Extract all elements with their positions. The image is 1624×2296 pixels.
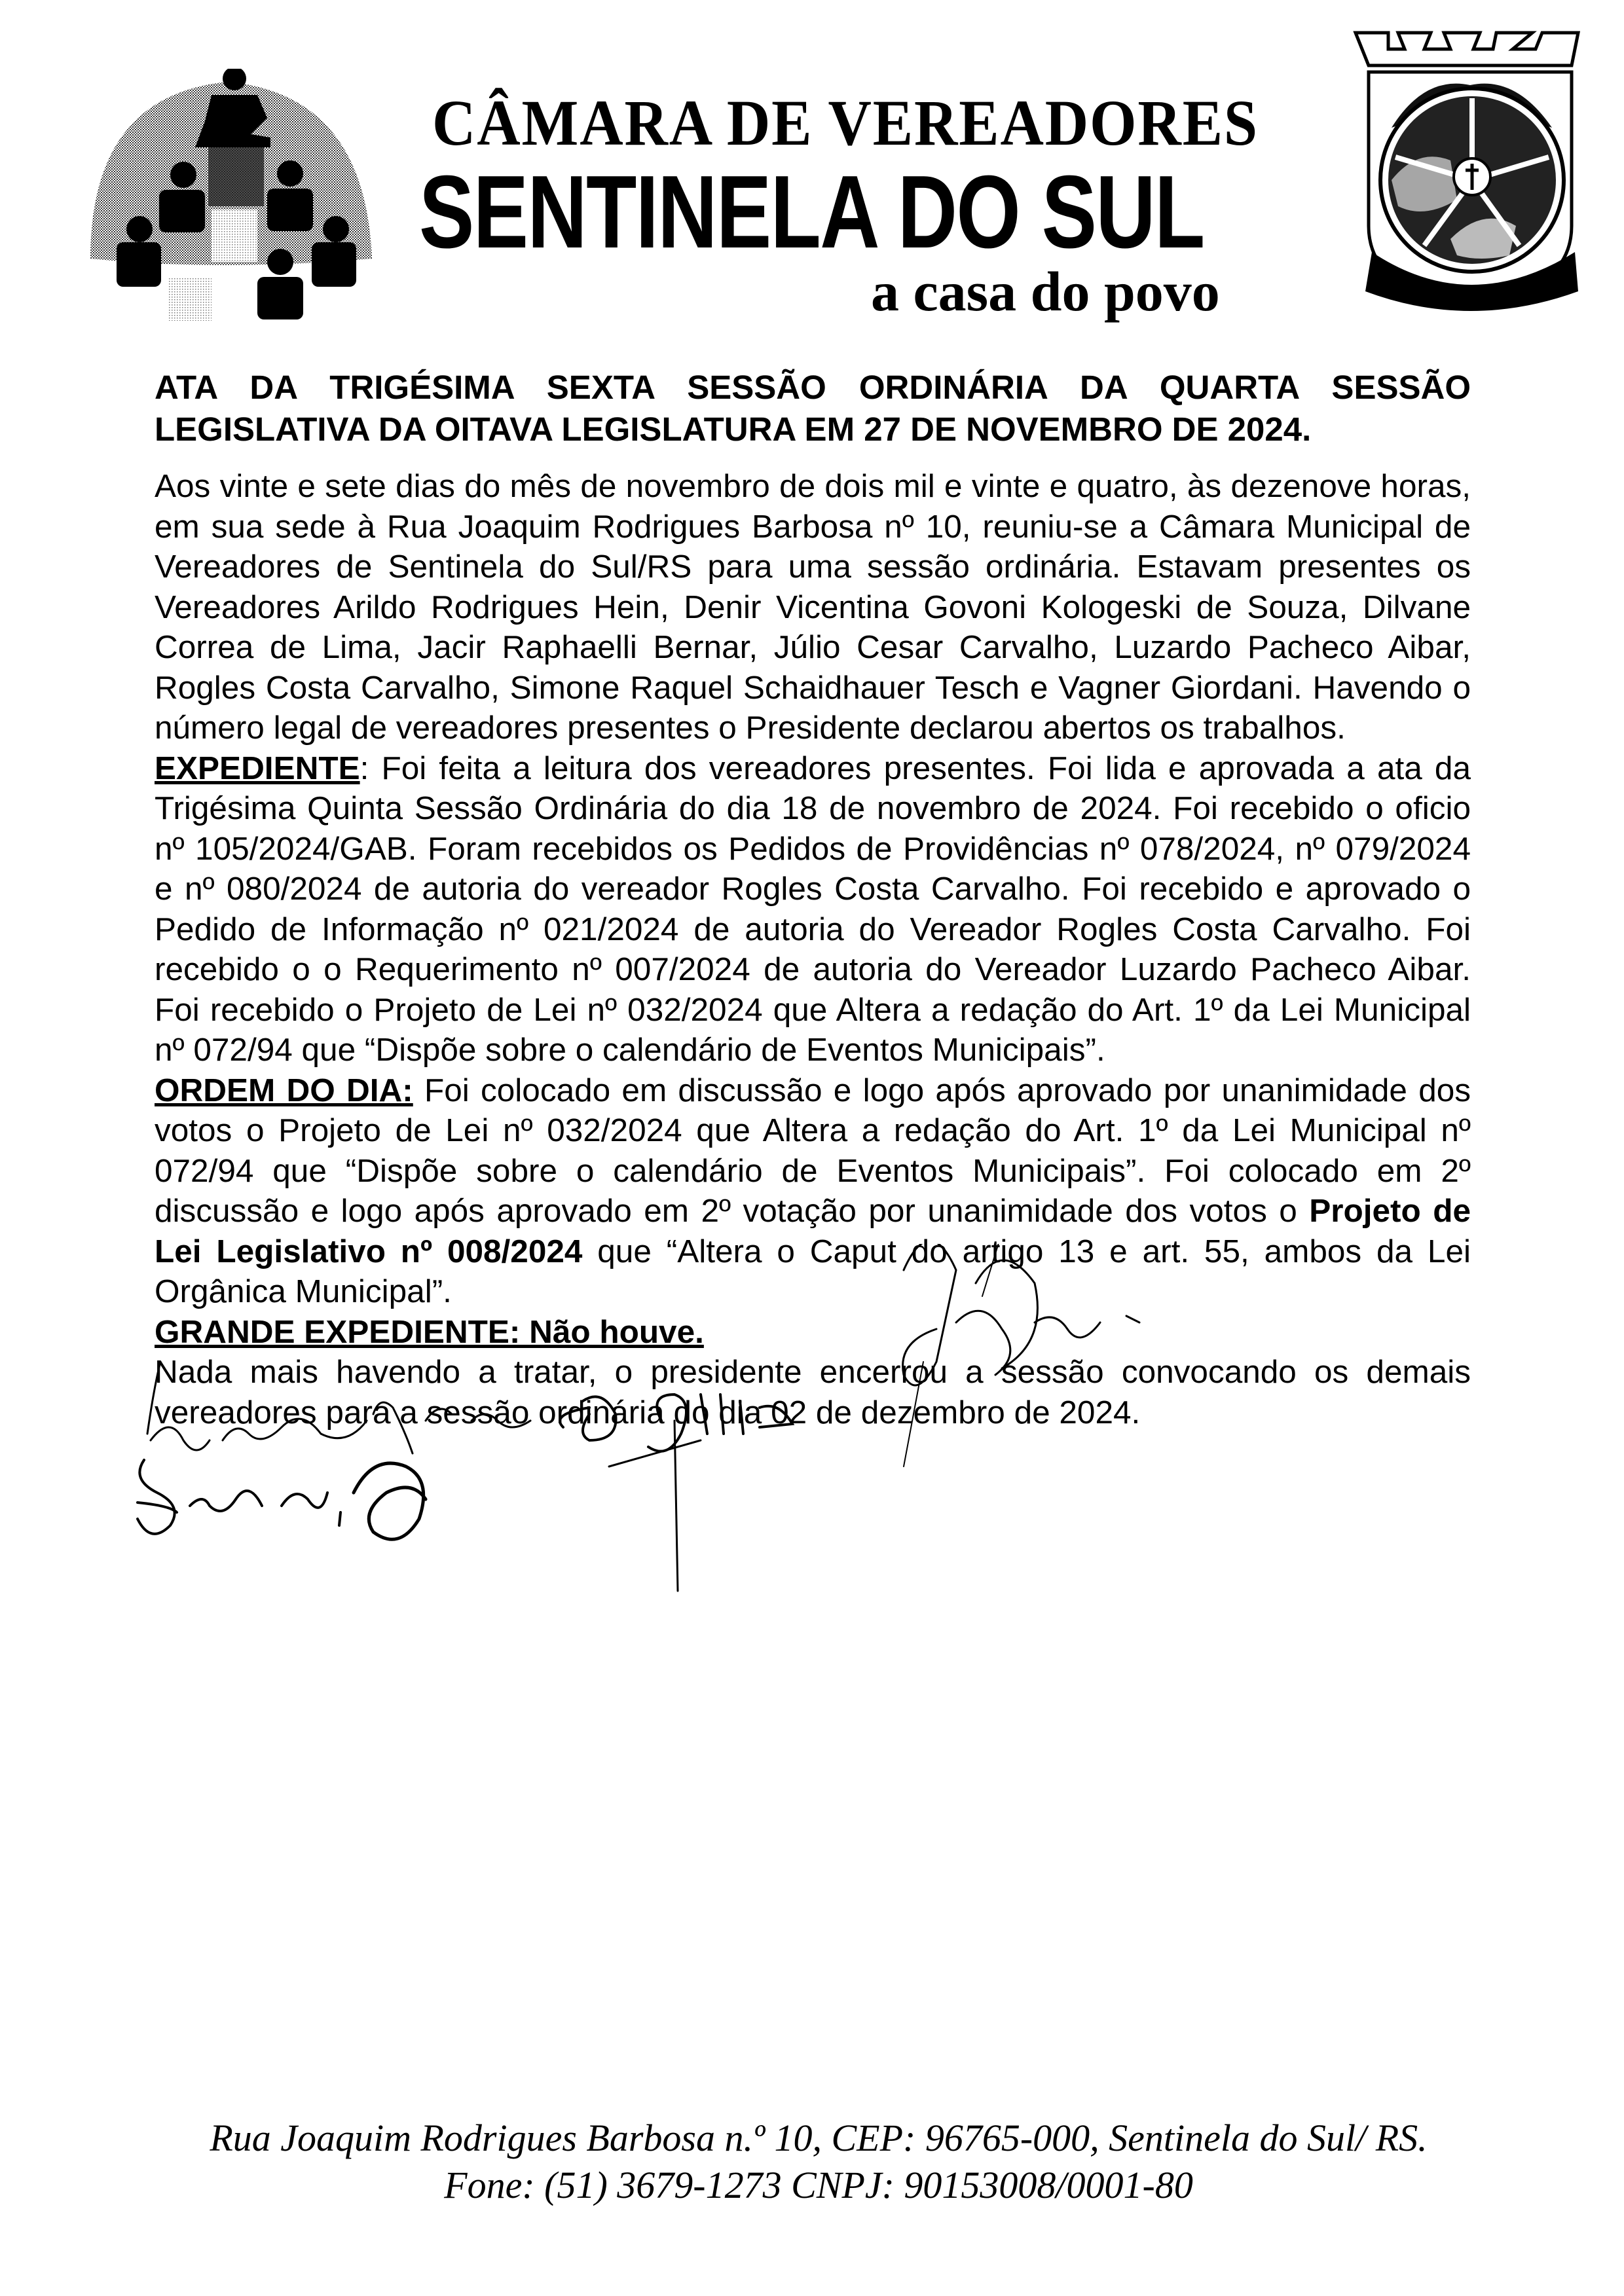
opening-paragraph: Aos vinte e sete dias do mês de novembro de dois mil e vinte e quatro, às dezenove horas, em sua sede à Rua Joaquim Rodrigues Barbosa nº 10, reuniu-se a Câmara Municipal de Vereadores de Sentinela do Sul/RS para uma sessão ordinária. Estavam presentes os Vereadores Arildo Rodrigues Hein, Denir Vicentina Govoni Kologeski de Souza, Dilvane Correa de Lima, Jacir Raphaelli Bernar, Júlio Cesar Carvalho, Luzardo Pacheco Aibar, Rogles Costa Carvalho, Simone Raquel Schaidhauer Tesch e Vagner Giordani. Havendo o número legal de vereadores presentes o Presidente declarou abertos os trabalhos.	[155, 468, 1471, 746]
handwritten-signatures-icon	[131, 1244, 1611, 2030]
ordem-do-dia-text-2: que “Altera o Caput do artigo 13 e art. 55, ambos da Lei Orgânica Municipal”.	[155, 1233, 1471, 1309]
assembly-people-icon	[77, 69, 372, 331]
grande-expediente-heading: GRANDE EXPEDIENTE: Não houve.	[155, 1313, 704, 1350]
expediente-text: : Foi feita a leitura dos vereadores presentes. Foi lida e aprovada a ata da Trigésima Quinta Sessão Ordinária do dia 18 de novembro de 2024. Foi recebido o oficio nº 105/2024/GAB. Foram recebidos os Pedidos de Providências nº 078/2024, nº 079/2024 e nº 080/2024 de autoria do vereador Rogles Costa Carvalho. Foi recebido e aprovado o Pedido de Informação nº 021/2024 de autoria do Vereador Rogles Costa Carvalho. Foi recebido o o Requerimento nº 007/2024 de autoria do Vereador Luzardo Pacheco Aibar. Foi recebido o Projeto de Lei nº 032/2024 que Altera a redação do Art. 1º da Lei Municipal nº 072/94 que “Dispõe sobre o calendário de Eventos Municipais”.	[155, 750, 1471, 1068]
expediente-heading: EXPEDIENTE	[155, 750, 360, 786]
ordem-do-dia-heading: ORDEM DO DIA:	[155, 1072, 413, 1108]
footer-address: Rua Joaquim Rodrigues Barbosa n.º 10, CEP: 96765-000, Sentinela do Sul/ RS.	[210, 2117, 1428, 2159]
ordem-do-dia-text-1: Foi colocado em discussão e logo após aprovado por unanimidade dos votos o Projeto de Lei nº 032/2024 que Altera a redação do Art. 1º da Lei Municipal nº 072/94 que “Dispõe sobre o calendário de Eventos Municipais”. Foi colocado em 2º discussão e logo após aprovado em 2º votação por unanimidade dos votos o	[155, 1072, 1471, 1229]
header-line2: SENTINELA DO SUL	[419, 155, 1204, 270]
closing-paragraph: Nada mais havendo a tratar, o presidente encerrou a sessão convocando os demais vereadores para a sessão ordinária do dia 02 de dezembro de 2024.	[155, 1354, 1471, 1430]
ordem-do-dia-bold: Projeto de Lei Legislativo nº 008/2024	[155, 1193, 1471, 1269]
footer	[196, 2115, 1441, 2209]
footer-contact: Fone: (51) 3679-1273 CNPJ: 90153008/0001-80	[444, 2164, 1193, 2206]
municipal-coat-of-arms-icon	[1352, 29, 1595, 311]
document-title	[155, 367, 1471, 450]
title-line-2: LEGISLATIVA DA OITAVA LEGISLATURA EM 27 DE NOVEMBRO DE 2024.	[155, 410, 1312, 448]
header-tagline: a casa do povo	[871, 260, 1220, 323]
title-line-1: ATA DA TRIGÉSIMA SEXTA SESSÃO ORDINÁRIA DA QUARTA SESSÃO	[155, 369, 1471, 406]
expediente-paragraph	[155, 748, 1471, 1070]
header-line1: CÂMARA DE VEREADORES	[432, 86, 1259, 159]
